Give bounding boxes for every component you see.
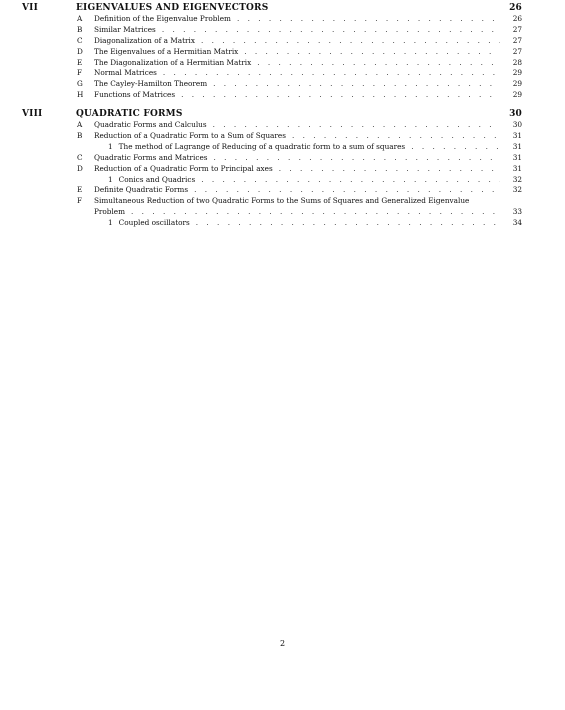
- entry-page: 32: [512, 174, 522, 184]
- dot-leader: [131, 207, 500, 218]
- dot-leader: [237, 14, 500, 25]
- toc-entry[interactable]: [22, 90, 522, 101]
- subentry-number: 1: [108, 175, 119, 186]
- entry-page: 28: [512, 57, 522, 67]
- section-title: EIGENVALUES AND EIGENVECTORS: [76, 3, 269, 13]
- entry-title: Coupled oscillators: [119, 218, 196, 229]
- entry-page: 34: [512, 218, 522, 228]
- subentry-number: 1: [108, 218, 119, 229]
- dot-leader: [163, 68, 500, 79]
- section-page: 26: [509, 3, 522, 13]
- dot-leader: [162, 25, 500, 36]
- dot-leader: [257, 58, 500, 69]
- dot-leader: [201, 175, 500, 186]
- subentry-number: 1: [108, 142, 119, 153]
- section-page: 30: [509, 109, 522, 120]
- entry-page: 26: [512, 14, 522, 23]
- toc-entry[interactable]: [22, 14, 522, 25]
- entry-title: Reduction of a Quadratic Form to Principal axes: [94, 164, 279, 175]
- entry-title-continued: Problem: [94, 207, 131, 218]
- entry-title: Diagonalization of a Matrix: [94, 36, 201, 47]
- entry-letter: D: [77, 46, 83, 56]
- entry-page: 29: [512, 68, 522, 78]
- dot-leader: [196, 218, 500, 229]
- entry-page: 29: [512, 79, 522, 89]
- entry-title: Simultaneous Reduction of two Quadratic Forms to the Sums of Squares and Generalized Eigenvalue: [94, 196, 475, 207]
- entry-letter: F: [77, 196, 83, 206]
- section-number: VII: [22, 3, 39, 13]
- entry-page: 29: [512, 90, 522, 100]
- entry-page: 31: [512, 163, 522, 173]
- entry-letter: C: [77, 35, 83, 45]
- dot-leader: [244, 47, 500, 58]
- dot-leader: [213, 79, 500, 90]
- toc-entry[interactable]: [22, 79, 522, 90]
- entry-title: Quadratic Forms and Matrices: [94, 153, 214, 164]
- page-number: 2: [279, 639, 286, 648]
- toc-subentry[interactable]: [22, 142, 522, 153]
- entry-page: 27: [512, 35, 522, 45]
- section-heading[interactable]: [22, 2, 522, 14]
- dot-leader: [201, 36, 500, 47]
- toc-entry[interactable]: [22, 120, 522, 131]
- entry-title: Definite Quadratic Forms: [94, 185, 194, 196]
- entry-letter: G: [77, 79, 83, 89]
- toc-entry[interactable]: [22, 25, 522, 36]
- entry-title: Normal Matrices: [94, 68, 163, 79]
- entry-page: 33: [512, 207, 522, 217]
- dot-leader: [292, 131, 500, 142]
- toc-entry[interactable]: [22, 58, 522, 69]
- toc-entry[interactable]: [22, 47, 522, 58]
- entry-page: 27: [512, 24, 522, 34]
- section-number: VIII: [22, 109, 43, 120]
- section-heading[interactable]: [22, 108, 522, 120]
- entry-title: The method of Lagrange of Reducing of a quadratic form to a sum of squares: [119, 142, 412, 153]
- entry-page: 27: [512, 46, 522, 56]
- dot-leader: [411, 142, 500, 153]
- toc-entry[interactable]: [22, 185, 522, 196]
- entry-letter: C: [77, 152, 83, 162]
- entry-letter: B: [77, 131, 83, 141]
- entry-letter: E: [77, 185, 83, 195]
- toc-subentry[interactable]: [22, 175, 522, 186]
- entry-title: Functions of Matrices: [94, 90, 181, 101]
- entry-page: 32: [512, 185, 522, 195]
- toc-entry[interactable]: [22, 164, 522, 175]
- entry-letter: A: [77, 120, 83, 130]
- entry-letter: E: [77, 57, 83, 67]
- entry-letter: B: [77, 24, 83, 34]
- entry-letter: D: [77, 163, 83, 173]
- entry-title: Conics and Quadrics: [119, 175, 202, 186]
- entry-title: The Eigenvalues of a Hermitian Matrix: [94, 47, 244, 58]
- table-of-contents: [22, 2, 522, 229]
- toc-entry-continuation[interactable]: [22, 207, 522, 218]
- entry-title: Quadratic Forms and Calculus: [94, 120, 213, 131]
- section-title: QUADRATIC FORMS: [76, 109, 183, 120]
- toc-entry[interactable]: [22, 153, 522, 164]
- dot-leader: [213, 120, 500, 131]
- entry-letter: A: [77, 14, 83, 23]
- dot-leader: [279, 164, 500, 175]
- entry-title: Similar Matrices: [94, 25, 162, 36]
- entry-page: 31: [512, 152, 522, 162]
- entry-page: 31: [512, 141, 522, 151]
- dot-leader: [194, 185, 500, 196]
- toc-entry[interactable]: [22, 196, 522, 207]
- entry-title: The Diagonalization of a Hermitian Matrix: [94, 58, 257, 69]
- entry-page: 31: [512, 131, 522, 141]
- toc-subentry[interactable]: [22, 218, 522, 229]
- entry-title: The Cayley-Hamilton Theorem: [94, 79, 213, 90]
- toc-entry[interactable]: [22, 68, 522, 79]
- toc-entry[interactable]: [22, 36, 522, 47]
- dot-leader: [214, 153, 500, 164]
- entry-letter: F: [77, 68, 83, 78]
- entry-page: 30: [512, 120, 522, 130]
- dot-leader: [181, 90, 500, 101]
- entry-title: Definition of the Eigenvalue Problem: [94, 14, 237, 25]
- entry-title: Reduction of a Quadratic Form to a Sum of Squares: [94, 131, 292, 142]
- entry-letter: H: [77, 90, 84, 100]
- toc-entry[interactable]: [22, 131, 522, 142]
